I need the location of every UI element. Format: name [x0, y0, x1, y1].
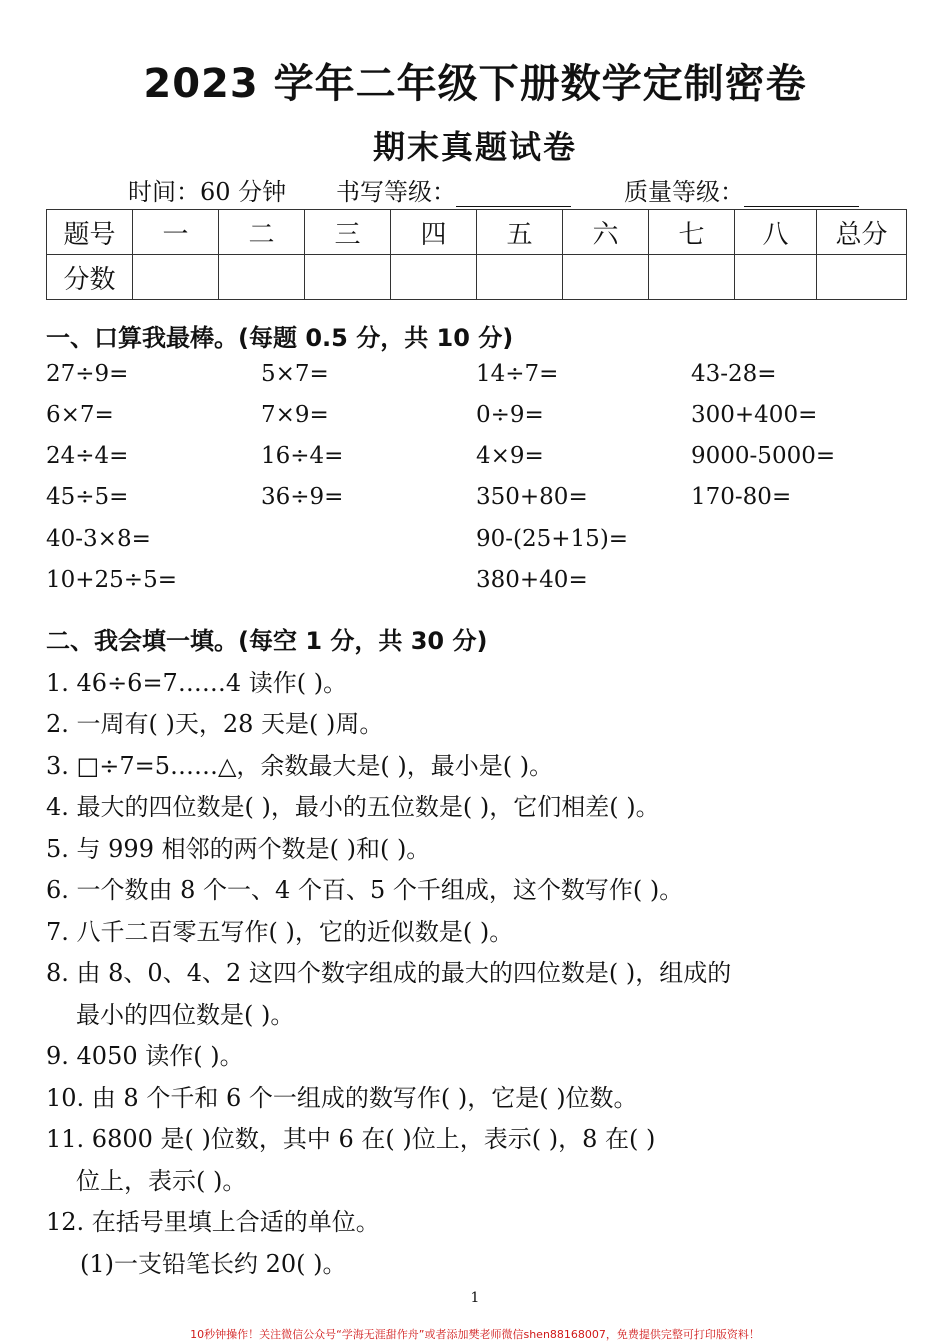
calc-item: 40-3×8=: [46, 526, 151, 552]
score-row-label: 分数: [47, 255, 133, 300]
score-header-cell: 三: [305, 210, 391, 255]
quality-grade-label: 质量等级：: [624, 178, 744, 206]
question-line: 3. □÷7=5……△，余数最大是( )，最小是( )。: [46, 752, 554, 780]
question-line: 5. 与 999 相邻的两个数是( )和( )。: [46, 835, 431, 863]
question-line: 位上，表示( )。: [76, 1167, 247, 1195]
calc-item: 6×7=: [46, 402, 114, 428]
question-line: 9. 4050 读作( )。: [46, 1042, 244, 1070]
quality-grade: [624, 172, 859, 207]
calc-item: 45÷5=: [46, 484, 129, 510]
score-cell: [735, 255, 817, 300]
writing-grade-label: 书写等级：: [336, 178, 456, 206]
calc-item: 10+25÷5=: [46, 567, 177, 593]
writing-grade-blank: [456, 182, 571, 207]
calc-item: 43-28=: [691, 361, 777, 387]
calc-item: 27÷9=: [46, 361, 129, 387]
score-cell: [817, 255, 907, 300]
calc-item: 16÷4=: [261, 443, 344, 469]
question-line: 7. 八千二百零五写作( )，它的近似数是( )。: [46, 918, 514, 946]
section2-heading: 二、我会填一填。(每空 1 分，共 30 分): [46, 627, 488, 655]
calc-item: 170-80=: [691, 484, 792, 510]
score-cell: [477, 255, 563, 300]
calc-item: 380+40=: [476, 567, 588, 593]
calc-item: 0÷9=: [476, 402, 544, 428]
question-line: 12. 在括号里填上合适的单位。: [46, 1208, 380, 1236]
calc-item: 36÷9=: [261, 484, 344, 510]
score-header-cell: 一: [133, 210, 219, 255]
score-header-cell: 二: [219, 210, 305, 255]
calc-item: 350+80=: [476, 484, 588, 510]
score-cell: [649, 255, 735, 300]
score-cell: [133, 255, 219, 300]
score-header-cell: 四: [391, 210, 477, 255]
footer-note: 10秒钟操作！关注微信公众号“学海无涯甜作舟”或者添加樊老师微信shen88168007，免费提供完整可打印版资料！: [190, 1328, 760, 1341]
question-line: 4. 最大的四位数是( )，最小的五位数是( )，它们相差( )。: [46, 793, 660, 821]
score-header-cell: 五: [477, 210, 563, 255]
score-table: [46, 209, 907, 300]
question-line: 最小的四位数是( )。: [76, 1001, 295, 1029]
question-line: 6. 一个数由 8 个一、4 个百、5 个千组成，这个数写作( )。: [46, 876, 684, 904]
section1-heading: 一、口算我最棒。(每题 0.5 分，共 10 分): [46, 324, 514, 352]
calc-item: 14÷7=: [476, 361, 559, 387]
score-cell: [563, 255, 649, 300]
question-line: (1)一支铅笔长约 20( )。: [80, 1250, 347, 1278]
calc-item: 300+400=: [691, 402, 818, 428]
calc-item: 5×7=: [261, 361, 329, 387]
score-table-header-row: [47, 210, 907, 255]
question-line: 10. 由 8 个千和 6 个一组成的数写作( )，它是( )位数。: [46, 1084, 638, 1112]
score-header-cell: 题号: [47, 210, 133, 255]
writing-grade: [336, 172, 571, 207]
question-line: 11. 6800 是( )位数，其中 6 在( )位上，表示( )，8 在( ): [46, 1125, 656, 1153]
time-label: 时间：60 分钟: [128, 178, 287, 206]
score-cell: [305, 255, 391, 300]
score-cell: [219, 255, 305, 300]
exam-title: 2023 学年二年级下册数学定制密卷: [143, 61, 807, 107]
calc-item: 90-(25+15)=: [476, 526, 629, 552]
score-header-cell: 七: [649, 210, 735, 255]
calc-item: 4×9=: [476, 443, 544, 469]
score-header-cell: 八: [735, 210, 817, 255]
score-header-cell: 六: [563, 210, 649, 255]
calc-item: 7×9=: [261, 402, 329, 428]
page-number: 1: [470, 1290, 480, 1306]
quality-grade-blank: [744, 182, 859, 207]
calc-item: 9000-5000=: [691, 443, 836, 469]
question-line: 2. 一周有( )天，28 天是( )周。: [46, 710, 384, 738]
calc-item: 24÷4=: [46, 443, 129, 469]
score-header-cell: 总分: [817, 210, 907, 255]
question-line: 8. 由 8、0、4、2 这四个数字组成的最大的四位数是( )，组成的: [46, 959, 732, 987]
exam-subtitle: 期末真题试卷: [372, 128, 577, 166]
score-cell: [391, 255, 477, 300]
question-line: 1. 46÷6=7……4 读作( )。: [46, 669, 348, 697]
score-table-score-row: [47, 255, 907, 300]
